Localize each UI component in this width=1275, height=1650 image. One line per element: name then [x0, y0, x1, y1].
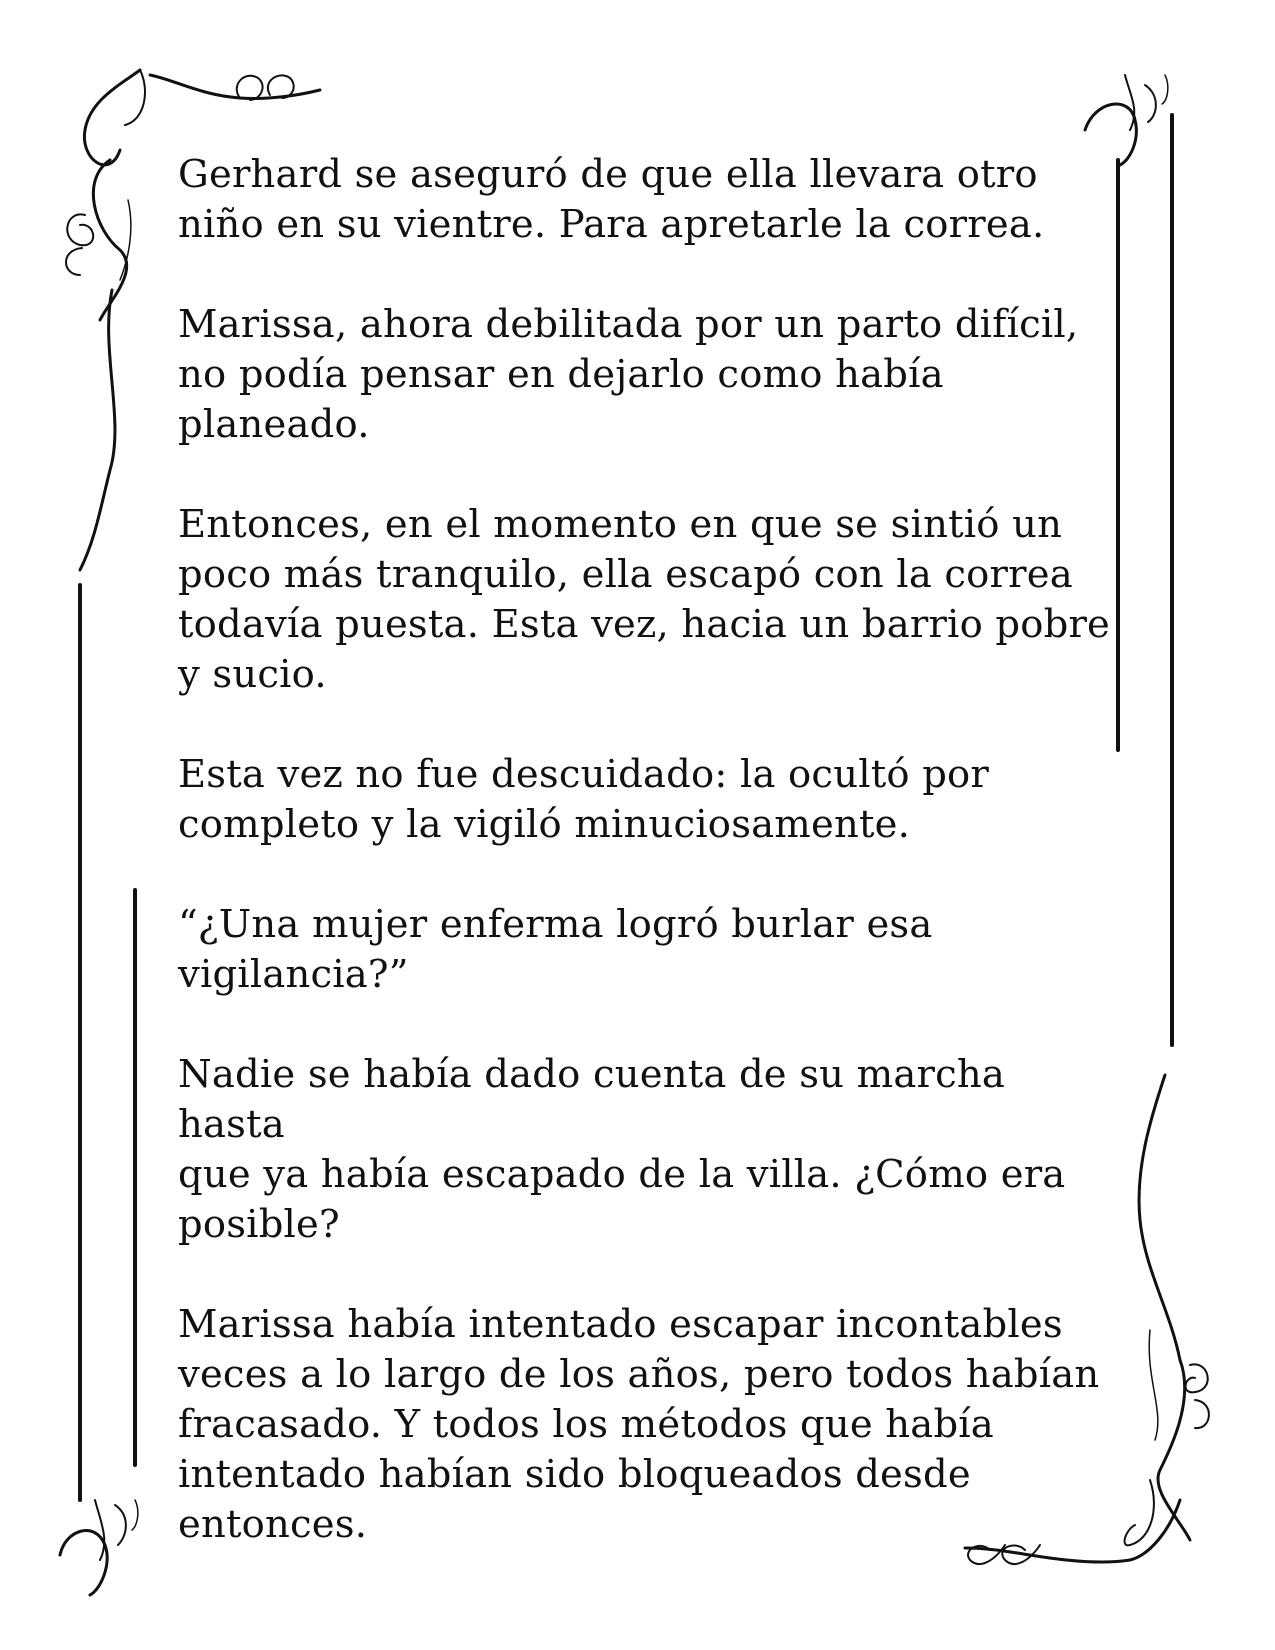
paragraph-3: Entonces, en el momento en que se sintió un poco más tranquilo, ella escapó con la correa todavía puesta. Esta vez, hacia un barrio pobre y sucio.	[178, 502, 1111, 697]
paragraph-6: Nadie se había dado cuenta de su marcha hasta que ya había escapado de la villa. ¿Cómo era posible?	[178, 1052, 1066, 1247]
bottom-left-flourish-icon	[60, 1500, 138, 1595]
paragraph-4: Esta vez no fue descuidado: la ocultó por completo y la vigiló minuciosamente.	[178, 752, 990, 847]
paragraph-2: Marissa, ahora debilitada por un parto difícil, no podía pensar en dejarlo como había planeado.	[178, 302, 1079, 447]
story-text	[178, 150, 1118, 1600]
paragraph-1: Gerhard se aseguró de que ella llevara otro niño en su vientre. Para apretarle la correa.	[178, 152, 1045, 247]
paragraph-5: “¿Una mujer enferma logró burlar esa vigilancia?”	[178, 902, 933, 997]
paragraph-7: Marissa había intentado escapar incontables veces a lo largo de los años, pero todos habían fracasado. Y todos los métodos que había intentado habían sido bloqueados desde entonces.	[178, 1302, 1100, 1547]
